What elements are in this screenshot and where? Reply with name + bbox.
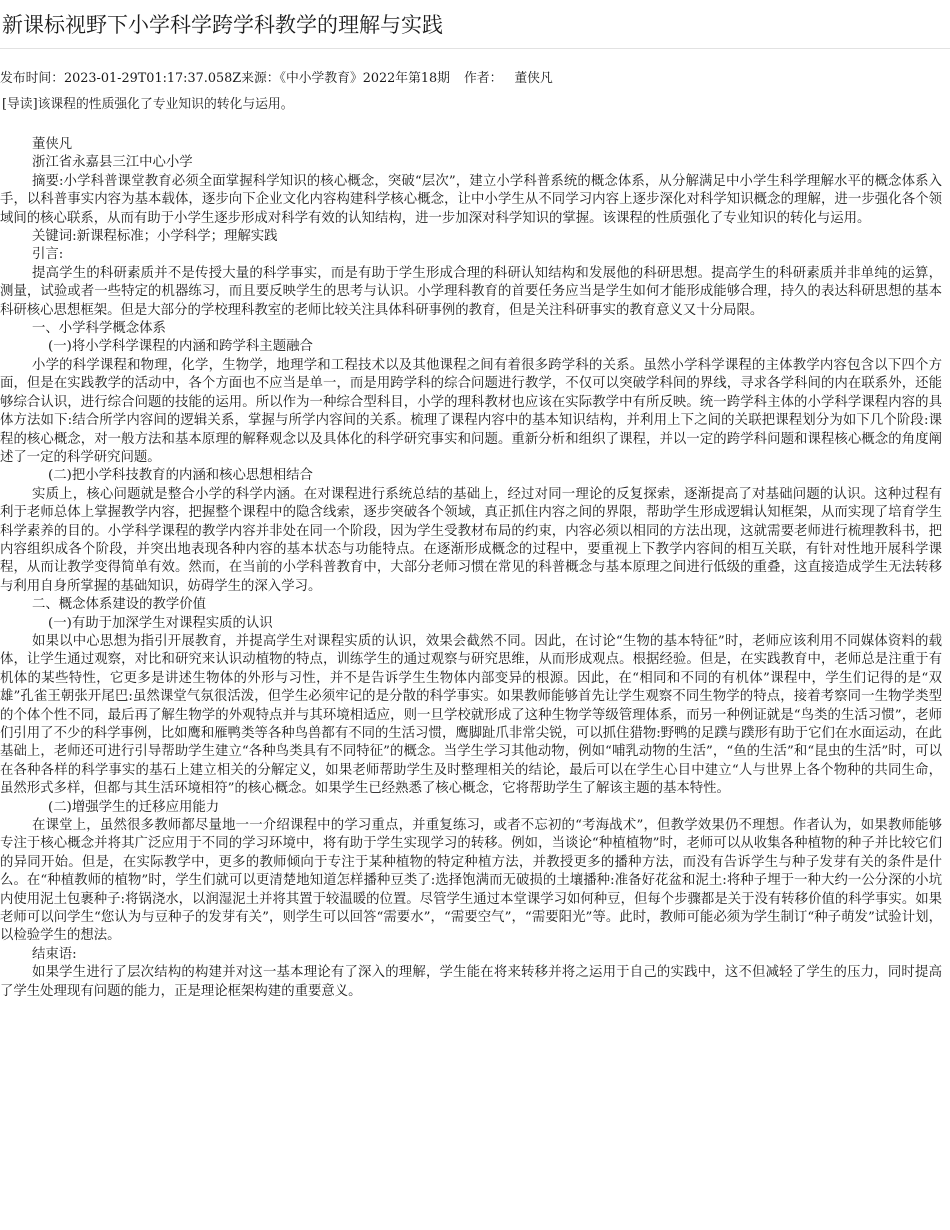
author: 董侠凡 — [514, 71, 553, 86]
body-paragraph: (二)增强学生的迁移应用能力 — [48, 799, 220, 815]
body-paragraph: 小学的科学课程和物理，化学，生物学，地理学和工程技术以及其他课程之间有着很多跨学科的关系。虽然小学科学课程的主体教学内容包含以下四个方面，但是在实践教学的活动中，各个方面也不应当是单一，而是用跨学科的综合问题进行教学，不仅可以突破学科间的界线，寻求各学科间的内在联系外，还能够综合认识，进行综合问题的技能的运用。所以作为一种综合型科目，小学的理科教材也应该在实际教学中有所反映。统一跨学科主体的小学科学课程内容的具体方法如下:结合所学内容间的逻辑关系，掌握与所学内容间的关系。梳理了课程内容中的基本知识结构，并利用上下之间的关联把课程划分为如下几个阶段:课程的核心概念，对一般方法和基本原理的解释观念以及具体化的科学研究事实和问题。重新分析和组织了课程，并以一定的跨学科问题和课程核心概念的角度阐述了一定的科学研究问题。 — [0, 357, 942, 465]
body-paragraph: 结束语: — [32, 946, 77, 962]
body-paragraph: 提高学生的科研素质并不是传授大量的科学事实，而是有助于学生形成合理的科研认知结构和发展他的科研思想。提高学生的科研素质并非单纯的运算，测量，试验或者一些特定的机器练习，而且要反映学生的思考与认识。小学理科教育的首要任务应当是学生如何才能形成能够合理，持久的表达科研思想的基本科研核心思想框架。但是大部分的学校理科教室的老师比较关注具体科研事例的教育，但是关注科研事实的教育意义又十分局限。 — [0, 265, 942, 318]
source-label: 来源： — [241, 71, 280, 86]
article-body — [0, 136, 942, 1001]
body-paragraph: 实质上，核心问题就是整合小学的科学内涵。在对课程进行系统总结的基础上，经过对同一理论的反复探索，逐渐提高了对基础问题的认识。这种过程有利于老师总体上掌握教学内容，把握整个课程中的隐含线索，逐步突破各个领域，真正抓住内容之间的界限，帮助学生形成逻辑认知框架，从而实现了培育学生科学素养的目的。小学科学课程的教学内容并非处在同一个阶段，因为学生受教材布局的约束，内容必须以相同的方法出现，这就需要老师进行梳理教科书，把内容组织成各个阶段，并突出地表现各种内容的基本状态与功能特点。在逐渐形成概念的过程中，要重视上下教学内容间的相互关联，有针对性地开展科学课程，从而让教学变得简单有效。然而，在当前的小学科普教育中，大部分老师习惯在常见的科普概念与基本原理之间进行低级的重叠，这直接造成学生无法转移与利用自身所掌握的基础知识，妨碍学生的深入学习。 — [0, 486, 942, 594]
body-paragraph: (一)将小学科学课程的内涵和跨学科主题融合 — [48, 339, 313, 355]
author-label: 作者： — [463, 71, 503, 86]
source: 《中小学教育》2022年第18期 — [279, 71, 450, 86]
article-title: 新课标视野下小学科学跨学科教学的理解与实践 — [2, 13, 443, 37]
body-paragraph: (二)把小学科技教育的内涵和核心思想相结合 — [48, 468, 313, 484]
body-paragraph: (一)有助于加深学生对课程实质的认识 — [48, 615, 273, 631]
body-paragraph: 如果学生进行了层次结构的构建并对这一基本理论有了深入的理解，学生能在将来转移并将之运用于自己的实践中，这不但减轻了学生的压力，同时提高了学生处理现有问题的能力，正是理论框架构建的重要意义。 — [0, 965, 942, 999]
body-paragraph: 董侠凡 — [32, 137, 73, 152]
body-paragraph: 引言: — [32, 247, 64, 263]
body-paragraph: 关键词:新课程标准；小学科学；理解实践 — [32, 229, 278, 245]
title-divider — [0, 48, 950, 49]
body-paragraph: 浙江省永嘉县三江中心小学 — [32, 155, 193, 171]
body-paragraph: 如果以中心思想为指引开展教育，并提高学生对课程实质的认识，效果会截然不同。因此，在讨论“生物的基本特征”时，老师应该利用不同媒体资料的载体，让学生通过观察，对比和研究来认识动植物的特点，训练学生的通过观察与研究思维，从而形成观点。根据经验。但是，在实践教育中，老师总是注重于有机体的某些特性，它更多是讲述生物体的外形与习性，并不是告诉学生生物体内部变异的根源。因此，在“相同和不同的有机体”课程中，学生们记得的是“双雄”孔雀王朝张开尾巴:虽然课堂气氛很活泼，但学生必须牢记的是分散的科学事实。如果教师能够首先让学生观察不同生物学的特点，接着考察同一生物学类型的个体个性不同，最后再了解生物学的外观特点并与其环境相适应，则一旦学校就形成了这种生物学等级管理体系，而另一种例证就是“鸟类的生活习惯”，老师们引用了不少的科学事例，比如鹰和雁鸭类等各种鸟兽都有不同的生活习惯，鹰脚趾爪非常尖锐，可以抓住猎物:野鸭的足蹼与蹼形有助于它们在水面运动，在此基础上，老师还可进行引导帮助学生建立“各种鸟类具有不同特征”的概念。当学生学习其他动物，例如“哺乳动物的生活”，“鱼的生活”和“昆虫的生活”时，可以在各种各样的科学事实的基石上建立相关的分解定义，如果老师帮助学生及时整理相关的结论，最后可以在学生心目中建立“人与世界上各个物种的共同生命，虽然形式多样，但都与其生活环境相符”的核心概念。如果学生已经熟悉了核心概念，它将帮助学生了解该主题的基本特性。 — [0, 633, 942, 797]
article-meta — [0, 70, 945, 88]
publish-time: 2023-01-29T01:17:37.058Z — [63, 71, 242, 86]
body-paragraph: 摘要:小学科普课堂教育必须全面掌握科学知识的核心概念，突破“层次”，建立小学科普系统的概念体系，从分解满足中小学生科学理解水平的概念体系入手，以科普事实内容为基本载体，逐步向下企业文化内容构建科学核心概念，让中小学生从不同学习内容上逐步深化对科学知识概念的理解，进一步强化各个领域间的核心联系，从而有助于小学生逐步形成对科学有效的认知结构，进一步加深对科学知识的掌握。该课程的性质强化了专业知识的转化与运用。 — [0, 173, 942, 226]
body-paragraph: 二、概念体系建设的教学价值 — [32, 597, 207, 613]
body-paragraph: 一、小学科学概念体系 — [32, 321, 166, 337]
body-paragraph: 在课堂上，虽然很多教师都尽量地一一介绍课程中的学习重点，并重复练习，或者不忘初的“考海战术”，但教学效果仍不理想。作者认为，如果教师能够专注于核心概念并将其广泛应用于不同的学习环境中，将有助于学生实现学习的转移。例如，当谈论“种植植物”时，老师可以从收集各种植物的种子并比较它们的异同开始。但是，在实际教学中，更多的教师倾向于专注于某种植物的特定种植方法，并教授更多的播种方法，而没有告诉学生与种子发芽有关的条件是什么。在“种植教师的植物”时，学生们就可以更清楚地知道怎样播种豆类了:选择饱满而无破损的土壤播种:准备好花盆和泥土:将种子埋于一种大约一公分深的小坑内使用泥土包裹种子:将锅浇水，以润湿泥土并将其置于较温暖的位置。尽管学生通过本堂课学习如何种豆，但每个步骤都是关于没有转移价值的科学事实。如果老师可以问学生“您认为与豆种子的发芽有关”，则学生可以回答“需要水”，“需要空气”，“需要阳光”等。此时，教师可能必须为学生制订“种子萌发”试验计划，以检验学生的想法。 — [0, 818, 942, 944]
publish-label: 发布时间： — [0, 71, 64, 86]
article-guide: [导读]该课程的性质强化了专业知识的转化与运用。 — [2, 97, 294, 112]
